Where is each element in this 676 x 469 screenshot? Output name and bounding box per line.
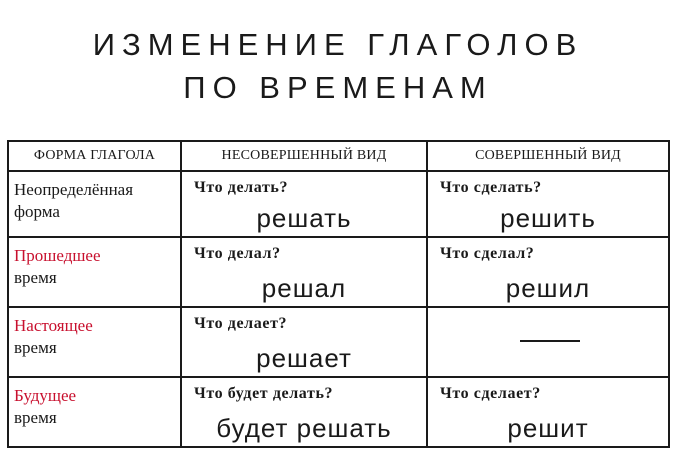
question-text: Что делает? xyxy=(194,315,288,332)
table-header-row xyxy=(8,141,669,171)
verb-answer: решать xyxy=(256,203,352,233)
question-text: Что сделать? xyxy=(440,179,542,196)
verb-answer: решить xyxy=(500,203,596,233)
question-text: Что сделает? xyxy=(440,385,541,402)
page-title-line-2: ПО ВРЕМЕНАМ xyxy=(183,70,493,105)
header-verb-form: ФОРМА ГЛАГОЛА xyxy=(8,141,181,171)
perfective-cell xyxy=(427,377,669,447)
verb-answer: решит xyxy=(507,413,589,443)
form-label-top: Настоящее xyxy=(14,316,93,335)
verb-answer: решает xyxy=(256,343,352,373)
question-text: Что сделал? xyxy=(440,245,535,262)
imperfective-cell xyxy=(181,307,427,377)
perfective-cell xyxy=(427,307,669,377)
imperfective-cell xyxy=(181,237,427,307)
form-cell xyxy=(8,377,181,447)
imperfective-cell xyxy=(181,171,427,237)
no-form-dash xyxy=(520,340,580,342)
form-cell xyxy=(8,307,181,377)
verb-answer: решил xyxy=(505,273,591,303)
verb-answer: будет решать xyxy=(216,413,392,443)
form-cell xyxy=(8,237,181,307)
perfective-cell xyxy=(427,237,669,307)
form-label-bottom: время xyxy=(14,338,57,357)
table-row-infinitive xyxy=(8,171,669,237)
page-title-line-1: ИЗМЕНЕНИЕ ГЛАГОЛОВ xyxy=(92,27,584,62)
table-row-future xyxy=(8,377,669,447)
verb-answer: решал xyxy=(261,273,347,303)
verb-tense-table xyxy=(7,140,670,448)
table-row-present xyxy=(8,307,669,377)
perfective-cell xyxy=(427,171,669,237)
form-label-bottom: время xyxy=(14,408,57,427)
form-label-top: Неопределённая xyxy=(14,180,134,199)
form-label-top: Прошедшее xyxy=(14,246,101,265)
form-label-bottom: время xyxy=(14,268,57,287)
form-label-top: Будущее xyxy=(14,386,77,405)
form-label-bottom: форма xyxy=(14,202,60,221)
form-cell xyxy=(8,171,181,237)
header-perfective: СОВЕРШЕННЫЙ ВИД xyxy=(427,141,669,171)
question-text: Что будет делать? xyxy=(194,385,334,402)
header-imperfective: НЕСОВЕРШЕННЫЙ ВИД xyxy=(181,141,427,171)
imperfective-cell xyxy=(181,377,427,447)
question-text: Что делал? xyxy=(194,245,281,262)
table-row-past xyxy=(8,237,669,307)
question-text: Что делать? xyxy=(194,179,289,196)
